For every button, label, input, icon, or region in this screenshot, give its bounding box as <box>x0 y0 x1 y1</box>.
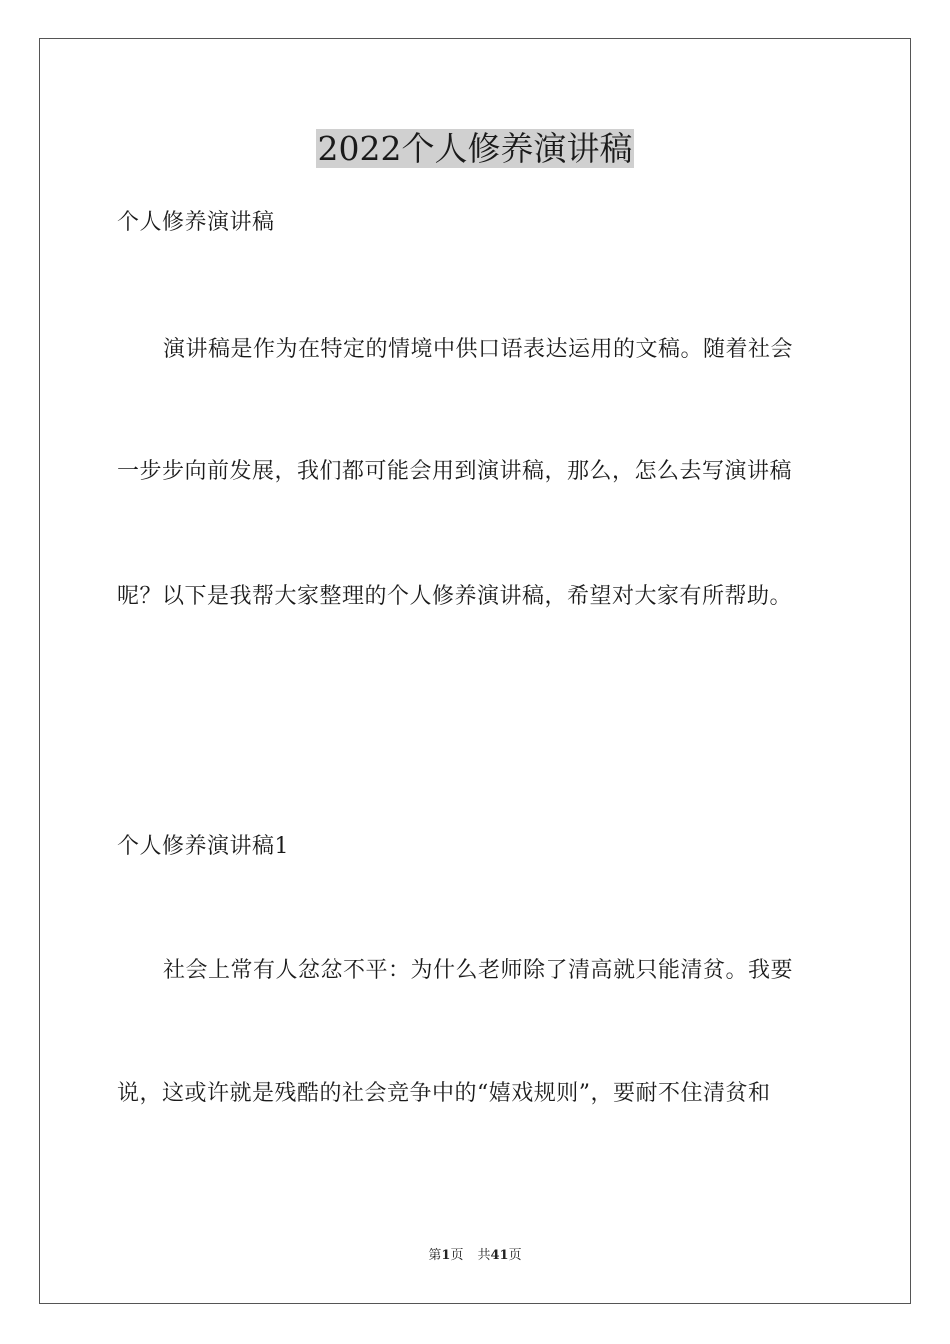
footer-page-current: 1 <box>441 1248 451 1263</box>
intro-line-2: 一步步向前发展，我们都可能会用到演讲稿，那么，怎么去写演讲稿 <box>117 459 793 484</box>
intro-line-3: 呢？以下是我帮大家整理的个人修养演讲稿，希望对大家有所帮助。 <box>117 584 793 609</box>
footer-page-prefix: 第 <box>428 1248 442 1263</box>
document-subtitle: 个人修养演讲稿 <box>117 210 275 235</box>
footer-page-total: 41 <box>490 1248 509 1263</box>
document-title-text: 2022个人修养演讲稿 <box>317 129 633 168</box>
section-line-1: 社会上常有人忿忿不平：为什么老师除了清高就只能清贫。我要 <box>163 958 794 983</box>
intro-line-1: 演讲稿是作为在特定的情境中供口语表达运用的文稿。随着社会 <box>163 337 794 362</box>
section-line-2: 说，这或许就是残酷的社会竞争中的“嬉戏规则”，要耐不住清贫和 <box>117 1081 771 1106</box>
section-heading: 个人修养演讲稿1 <box>117 834 289 859</box>
page-footer <box>0 1247 950 1265</box>
footer-total-suffix: 页 <box>508 1248 522 1263</box>
footer-total-prefix: 共 <box>477 1248 491 1263</box>
footer-page-suffix: 页 <box>450 1248 464 1263</box>
document-title <box>0 127 950 171</box>
